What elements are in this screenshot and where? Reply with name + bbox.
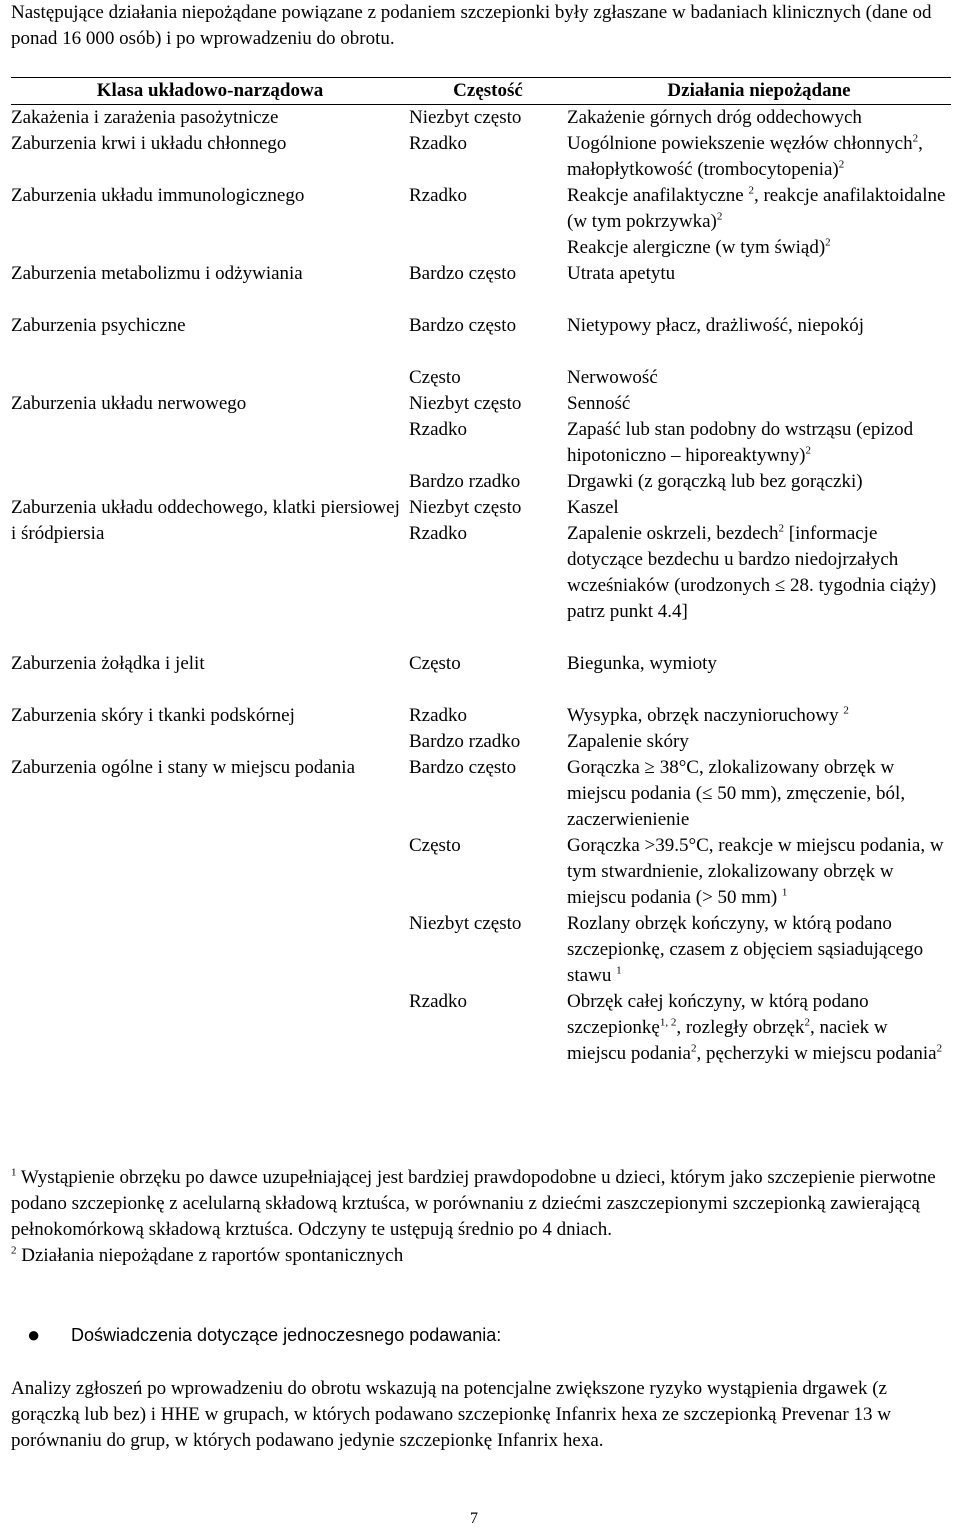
footnote-ref: 2 [843,704,849,717]
reaction-cell: Zakażenie górnych dróg oddechowych [567,107,862,128]
reaction-cell [567,703,951,729]
reaction-text: Obrzęk całej kończyny, w którą podano szczepionkę [567,991,869,1038]
frequency-cell: Rzadko [409,133,468,154]
table-row [11,703,951,729]
table-row [11,391,951,417]
reaction-cell: Nerwowość [567,367,658,388]
frequency-cell: Bardzo często [409,757,517,778]
frequency-cell: Bardzo często [409,315,517,336]
reaction-text: , rozległy obrzęk [676,1017,805,1038]
soc-cell: Zaburzenia metabolizmu i odżywiania [11,263,303,284]
header-reactions: Działania niepożądane [567,78,951,105]
soc-cell: Zaburzenia układu oddechowego, klatki piersiowej i śródpiersia [11,497,400,544]
reaction-cell: Utrata apetytu [567,263,676,284]
table-spacer-row [11,287,951,313]
soc-cell: Zaburzenia ogólne i stany w miejscu podania [11,757,356,778]
adverse-reactions-table [11,77,951,1067]
frequency-cell: Bardzo często [409,263,517,284]
frequency-cell: Rzadko [409,523,468,544]
soc-cell: Zaburzenia układu nerwowego [11,393,247,414]
footnote-ref: 2 [912,132,919,145]
table-spacer-row [11,339,951,365]
footnote-ref: 2 [936,1042,943,1055]
footnote-ref: 1 [781,886,788,899]
reaction-cell: Biegunka, wymioty [567,653,717,674]
frequency-cell: Często [409,367,461,388]
table-row [11,105,951,132]
soc-cell: Zaburzenia skóry i tkanki podskórnej [11,705,295,726]
frequency-cell: Niezbyt często [409,913,522,934]
table-spacer-row [11,677,951,703]
soc-cell: Zaburzenia układu immunologicznego [11,185,305,206]
reaction-text: [informacje dotyczące bezdechu u bardzo niedojrzałych wcześniaków (urodzonych ≤ 28. tygodnia ciąży) patrz punkt 4.4] [567,523,937,622]
table-row [11,365,951,391]
analysis-paragraph: Analizy zgłoszeń po wprowadzeniu do obrotu wskazują na potencjalne zwiększone ryzyko wystąpienia drgawek (z gorączką lub bez) i HHE w grupach, w których podawano szczepionkę Infanrix hexa ze szczepionką Prevenar 13 w porównaniu do grup, w których podawano jedynie szczepionkę Infanrix hexa. [11,1378,891,1451]
reaction-text: , reakcje anafilaktoidalne (w tym pokrzywka) [567,185,946,232]
soc-cell [11,469,409,495]
footnote-ref: 2 [716,210,723,223]
reaction-text: Wysypka, obrzęk naczynioruchowy [567,705,844,726]
reaction-cell: Nietypowy płacz, drażliwość, niepokój [567,315,865,336]
header-frequency: Częstość [409,78,567,105]
table-row [11,417,951,469]
bullet-icon: ● [27,1322,41,1347]
reaction-cell [567,833,951,911]
frequency-cell: Niezbyt często [409,497,522,518]
footnote-text: Wystąpienie obrzęku po dawce uzupełniającej jest bardziej prawdopodobne u dzieci, którym jako szczepienie pierwotne podano szczepionkę z acelularną składową krztuśca, w porównaniu z dziećmi zaszczepionymi szczepionką zawierającą pełnokomórkową składową krztuśca. Odczyny te ustępują średnio po 4 dniach. [11,1167,936,1240]
frequency-cell: Rzadko [409,185,468,206]
reaction-cell: Zapalenie skóry [567,731,689,752]
reaction-text: Uogólnione powiekszenie węzłów chłonnych [567,133,913,154]
reaction-cell: Gorączka ≥ 38°C, zlokalizowany obrzęk w miejscu podania (≤ 50 mm), zmęczenie, ból, zaczerwienienie [567,757,906,830]
footnote-ref: 1 [616,964,622,977]
frequency-cell: Niezbyt często [409,393,522,414]
footnotes [11,1165,951,1269]
frequency-cell: Bardzo rzadko [409,471,521,492]
reaction-cell [567,417,951,469]
soc-cell [11,417,409,469]
table-row [11,313,951,339]
footnote-ref: 2 [691,1042,697,1055]
frequency-cell: Często [409,835,461,856]
footnote-ref: 2 [778,522,785,535]
reaction-text: , małopłytkowość (trombocytopenia) [567,133,923,180]
table-row [11,261,951,287]
frequency-cell: Niezbyt często [409,107,522,128]
footnote-ref: 2 [748,184,754,197]
frequency-cell: Rzadko [409,991,468,1012]
soc-cell: Zaburzenia żołądka i jelit [11,653,205,674]
footnote-ref: 2 [804,1016,811,1029]
reaction-cell: Drgawki (z gorączką lub bez gorączki) [567,471,863,492]
soc-cell [11,365,409,391]
footnote-1 [11,1165,951,1243]
footnote-text: Działania niepożądane z raportów spontanicznych [21,1245,404,1266]
footnote-ref: 1, 2 [659,1016,677,1029]
reaction-cell [567,521,951,625]
reaction-text: Rozlany obrzęk kończyny, w którą podano szczepionkę, czasem z objęciem sąsiadującego stawu [567,913,924,986]
table-header-row [11,78,951,105]
footnote-2 [11,1243,951,1269]
reaction-text: Gorączka >39.5°C, reakcje w miejscu podania, w tym stwardnienie, zlokalizowany obrzęk w miejscu podania (> 50 mm) [567,835,944,908]
frequency-cell: Bardzo rzadko [409,731,521,752]
table-row [11,495,951,521]
reaction-text: , pęcherzyki w miejscu podania [696,1043,937,1064]
table-row [11,729,951,755]
reaction-text: Reakcje anafilaktyczne [567,185,749,206]
reaction-cell [567,131,951,183]
reaction-cell: Senność [567,393,631,414]
bullet-text: Doświadczenia dotyczące jednoczesnego podawania: [71,1325,502,1345]
table-row [11,183,951,261]
frequency-cell: Rzadko [409,419,468,440]
reaction-text: Zapaść lub stan podobny do wstrząsu (epizod hipotoniczno – hiporeaktywny) [567,419,914,466]
footnote-mark: 2 [11,1244,17,1257]
footnote-ref: 2 [805,444,812,457]
table-row [11,469,951,495]
header-soc: Klasa układowo-narządowa [11,78,409,105]
footnote-ref: 2 [838,158,845,171]
frequency-cell: Rzadko [409,705,468,726]
document-page [11,0,951,52]
reaction-text: Reakcje alergiczne (w tym świąd) [567,237,826,258]
footnote-ref: 2 [825,236,831,249]
reaction-text: , naciek w miejscu podania [567,1017,888,1064]
soc-cell: Zaburzenia psychiczne [11,315,186,336]
reaction-cell [567,989,951,1067]
page-number: 7 [470,1510,478,1527]
table-spacer-row [11,625,951,651]
intro-paragraph: Następujące działania niepożądane powiązane z podaniem szczepionki były zgłaszane w badaniach klinicznych (dane od ponad 16 000 osób) i po wprowadzeniu do obrotu. [11,2,932,49]
reaction-cell: Kaszel [567,497,619,518]
table-row [11,755,951,833]
frequency-cell: Często [409,653,461,674]
table-row [11,651,951,677]
footnote-mark: 1 [11,1166,17,1179]
soc-cell: Zaburzenia krwi i układu chłonnego [11,133,287,154]
soc-cell [11,729,409,755]
reaction-cell [567,183,951,261]
soc-cell: Zakażenia i zarażenia pasożytnicze [11,107,279,128]
reaction-cell [567,911,951,989]
table-row [11,131,951,183]
reaction-text: Zapalenie oskrzeli, bezdech [567,523,779,544]
